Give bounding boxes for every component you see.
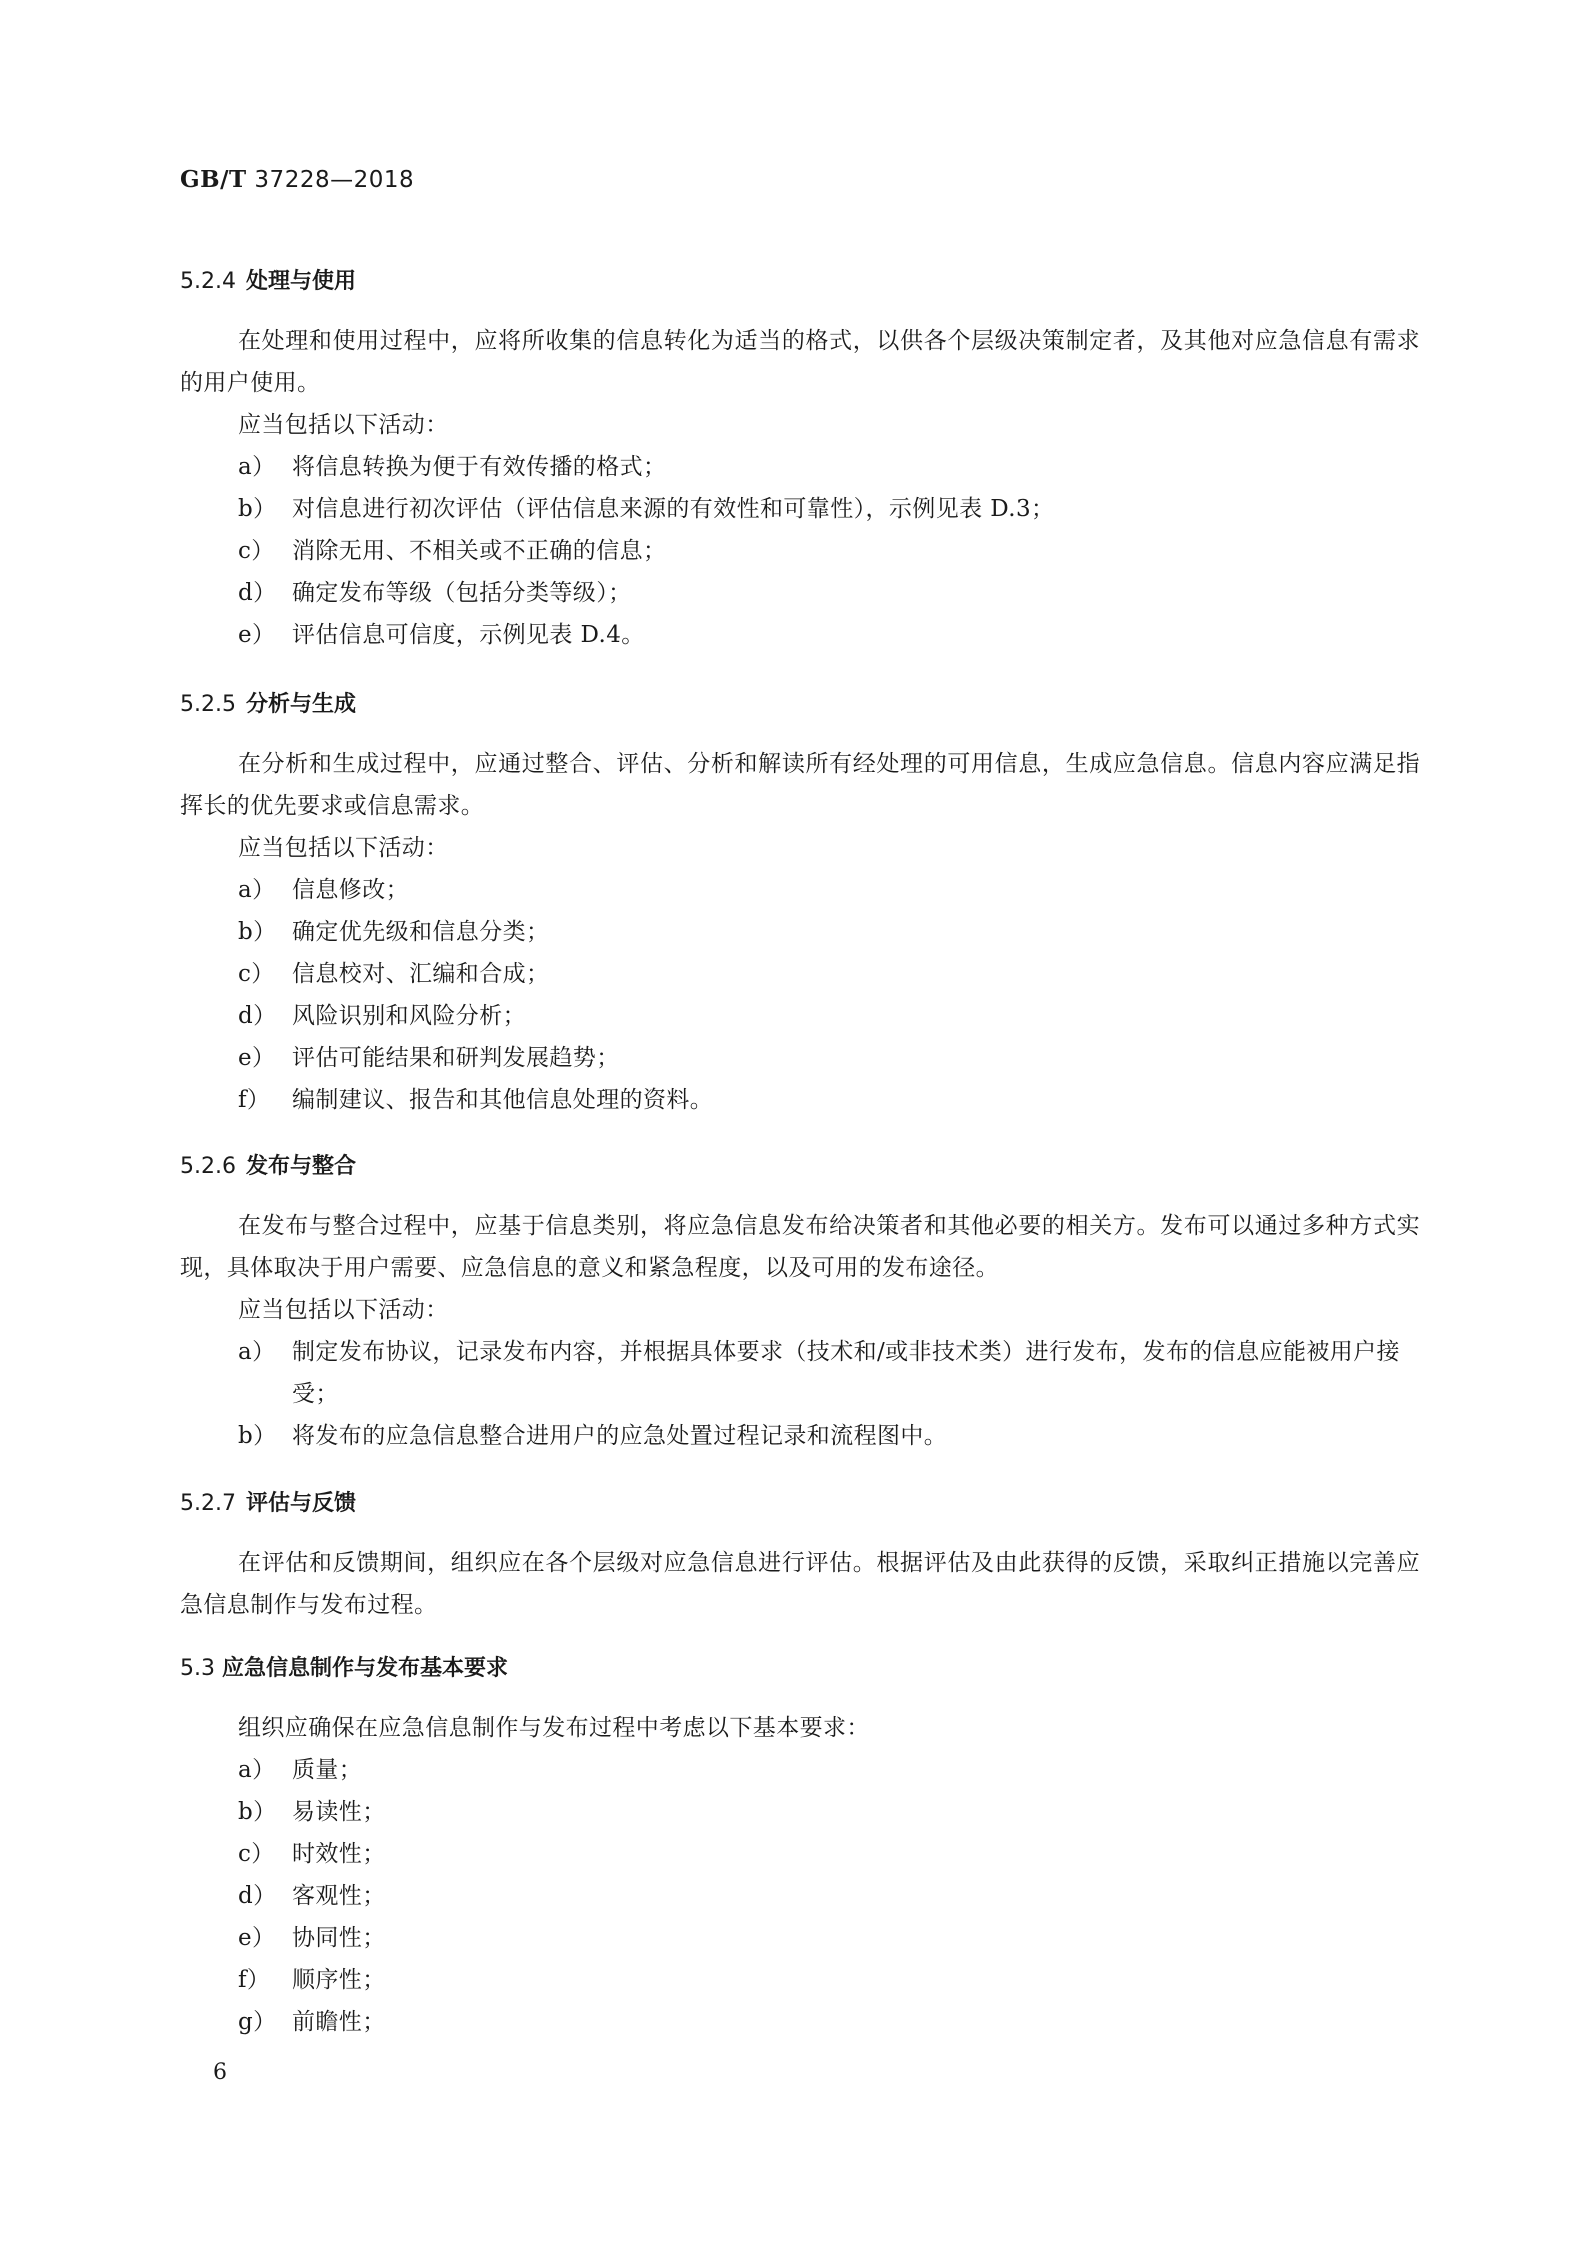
list-item xyxy=(180,1079,1420,1121)
standard-prefix: GB/T xyxy=(180,166,247,193)
list-marker: a） xyxy=(238,1757,276,1783)
list-text: 前瞻性； xyxy=(292,2009,386,2035)
list-text: 评估信息可信度，示例见表 D.4。 xyxy=(292,622,645,648)
list-item xyxy=(180,2001,1420,2043)
list-item xyxy=(180,446,1420,488)
list-marker: b） xyxy=(238,1423,277,1449)
list-marker: a） xyxy=(238,877,276,903)
section-title: 分析与生成 xyxy=(246,692,357,717)
list-text: 编制建议、报告和其他信息处理的资料。 xyxy=(292,1087,714,1113)
list-text: 信息修改； xyxy=(292,877,409,903)
list-item xyxy=(180,1791,1420,1833)
list-item xyxy=(180,1833,1420,1875)
list-text: 确定优先级和信息分类； xyxy=(292,919,550,945)
list-item xyxy=(180,614,1420,656)
section-heading xyxy=(180,685,1420,725)
list-text: 评估可能结果和研判发展趋势； xyxy=(292,1045,620,1071)
list-marker: c） xyxy=(238,1841,275,1867)
page-number: 6 xyxy=(213,2060,227,2085)
activity-intro: 应当包括以下活动： xyxy=(238,835,449,861)
list-text: 信息校对、汇编和合成； xyxy=(292,961,550,987)
list-item xyxy=(180,869,1420,911)
list-item xyxy=(180,572,1420,614)
list-text: 制定发布协议，记录发布内容，并根据具体要求（技术和/或非技术类）进行发布，发布的信息应能被用户接受； xyxy=(292,1339,1400,1407)
section-heading xyxy=(180,1649,1420,1689)
list-item xyxy=(180,953,1420,995)
list-text: 风险识别和风险分析； xyxy=(292,1003,526,1029)
list-marker: f） xyxy=(238,1967,271,1993)
section-paragraph: 在处理和使用过程中，应将所收集的信息转化为适当的格式，以供各个层级决策制定者，及其他对应急信息有需求的用户使用。 xyxy=(180,328,1420,396)
activity-intro: 应当包括以下活动： xyxy=(238,412,449,438)
section-5-2-6 xyxy=(180,1147,1420,1457)
section-title: 处理与使用 xyxy=(246,269,357,294)
list-marker: d） xyxy=(238,580,277,606)
section-title: 评估与反馈 xyxy=(246,1491,357,1516)
list-marker: d） xyxy=(238,1883,277,1909)
list-marker: b） xyxy=(238,919,277,945)
section-5-3 xyxy=(180,1649,1420,2043)
section-title: 发布与整合 xyxy=(246,1154,357,1179)
list-text: 顺序性； xyxy=(292,1967,386,1993)
list-item xyxy=(180,488,1420,530)
list-marker: a） xyxy=(238,1339,276,1365)
list-text: 确定发布等级（包括分类等级）； xyxy=(292,580,632,606)
list-item xyxy=(180,1959,1420,2001)
list-marker: b） xyxy=(238,496,277,522)
list-item xyxy=(180,1331,1420,1415)
section-paragraph: 在发布与整合过程中，应基于信息类别，将应急信息发布给决策者和其他必要的相关方。发布可以通过多种方式实现，具体取决于用户需要、应急信息的意义和紧急程度，以及可用的发布途径。 xyxy=(180,1213,1420,1281)
list-text: 将信息转换为便于有效传播的格式； xyxy=(292,454,667,480)
section-heading xyxy=(180,1147,1420,1187)
section-paragraph: 在分析和生成过程中，应通过整合、评估、分析和解读所有经处理的可用信息，生成应急信息。信息内容应满足指挥长的优先要求或信息需求。 xyxy=(180,751,1420,819)
section-number: 5.2.6 xyxy=(180,1154,236,1179)
section-5-2-7 xyxy=(180,1484,1420,1626)
list-item xyxy=(180,530,1420,572)
list-marker: b） xyxy=(238,1799,277,1825)
section-number: 5.2.7 xyxy=(180,1491,236,1516)
section-heading xyxy=(180,1484,1420,1524)
list-marker: e） xyxy=(238,1925,276,1951)
list-item xyxy=(180,995,1420,1037)
list-item xyxy=(180,1415,1420,1457)
section-heading xyxy=(180,262,1420,302)
list-text: 将发布的应急信息整合进用户的应急处置过程记录和流程图中。 xyxy=(292,1423,948,1449)
section-title: 应急信息制作与发布基本要求 xyxy=(222,1656,509,1681)
section-number: 5.3 xyxy=(180,1656,215,1681)
list-item xyxy=(180,1037,1420,1079)
list-text: 客观性； xyxy=(292,1883,386,1909)
list-marker: f） xyxy=(238,1087,271,1113)
list-text: 易读性； xyxy=(292,1799,386,1825)
section-5-2-5 xyxy=(180,685,1420,1121)
list-text: 协同性； xyxy=(292,1925,386,1951)
section-5-2-4 xyxy=(180,262,1420,656)
list-text: 对信息进行初次评估（评估信息来源的有效性和可靠性），示例见表 D.3； xyxy=(292,496,1055,522)
list-item xyxy=(180,911,1420,953)
list-marker: c） xyxy=(238,961,275,987)
section-number: 5.2.5 xyxy=(180,692,236,717)
list-text: 质量； xyxy=(292,1757,363,1783)
section-paragraph: 在评估和反馈期间，组织应在各个层级对应急信息进行评估。根据评估及由此获得的反馈，采取纠正措施以完善应急信息制作与发布过程。 xyxy=(180,1550,1420,1618)
list-text: 消除无用、不相关或不正确的信息； xyxy=(292,538,667,564)
list-marker: d） xyxy=(238,1003,277,1029)
list-marker: c） xyxy=(238,538,275,564)
standard-number: 37228—2018 xyxy=(254,167,415,193)
list-item xyxy=(180,1917,1420,1959)
list-item xyxy=(180,1749,1420,1791)
list-marker: a） xyxy=(238,454,276,480)
requirements-intro: 组织应确保在应急信息制作与发布过程中考虑以下基本要求： xyxy=(238,1715,870,1741)
list-marker: g） xyxy=(238,2009,277,2035)
list-text: 时效性； xyxy=(292,1841,386,1867)
list-item xyxy=(180,1875,1420,1917)
list-marker: e） xyxy=(238,622,276,648)
section-number: 5.2.4 xyxy=(180,269,236,294)
activity-intro: 应当包括以下活动： xyxy=(238,1297,449,1323)
list-marker: e） xyxy=(238,1045,276,1071)
standard-code xyxy=(180,166,414,193)
